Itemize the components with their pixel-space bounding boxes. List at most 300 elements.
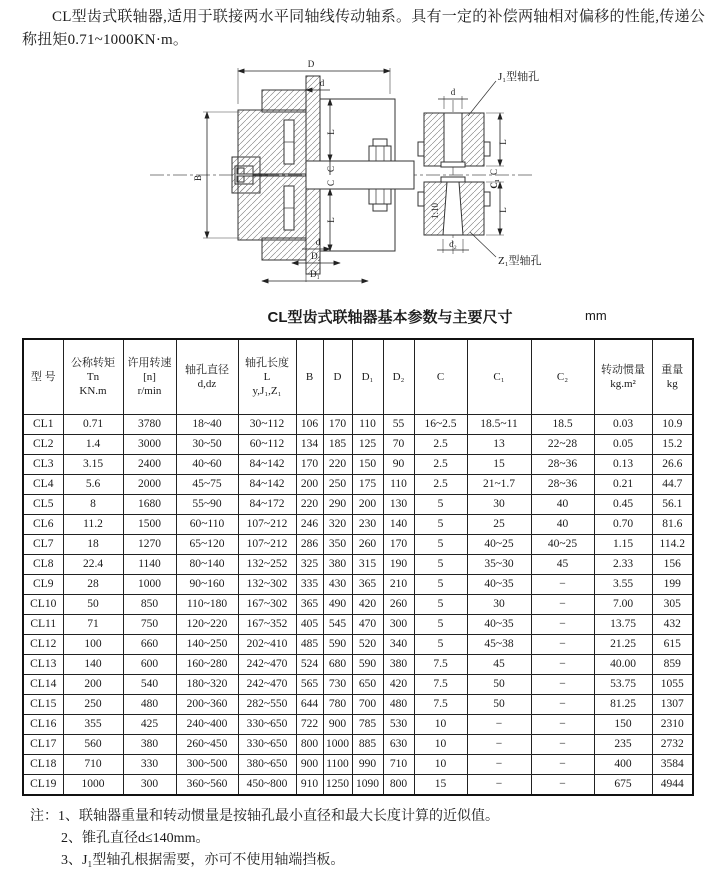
table-cell: 5: [414, 535, 467, 555]
table-cell: 450~800: [238, 775, 296, 796]
column-header: [383, 339, 414, 415]
column-header-line: L: [263, 371, 271, 383]
dim-C-right-label: C: [489, 168, 499, 176]
column-header: [531, 339, 594, 415]
table-cell: 1680: [123, 495, 176, 515]
table-cell: 15.2: [652, 435, 693, 455]
table-cell: 1100: [323, 755, 352, 775]
table-cell: 565: [296, 675, 323, 695]
table-cell: 8: [63, 495, 123, 515]
table-cell: 200: [352, 495, 383, 515]
column-header-line: C₁: [493, 371, 505, 383]
table-cell: 40: [531, 515, 594, 535]
table-cell: 1140: [123, 555, 176, 575]
table-cell: −: [531, 715, 594, 735]
column-header-line: 转动惯量: [601, 364, 645, 376]
table-row: [23, 475, 693, 495]
table-cell: 3.55: [594, 575, 652, 595]
dim-dz-label: d₂: [449, 239, 457, 249]
table-cell: 240~400: [176, 715, 238, 735]
column-header: [594, 339, 652, 415]
table-cell: 30: [467, 495, 531, 515]
table-cell: 246: [296, 515, 323, 535]
dim-L-lower-label: L: [326, 217, 336, 223]
model-cell: CL9: [23, 575, 63, 595]
table-cell: 30~50: [176, 435, 238, 455]
note-line: [30, 806, 725, 828]
model-cell: CL8: [23, 555, 63, 575]
column-header: [23, 339, 63, 415]
dim-L-right-bottom-label: L: [498, 207, 508, 213]
table-row: [23, 575, 693, 595]
table-cell: 110: [352, 415, 383, 435]
table-cell: 5: [414, 595, 467, 615]
table-cell: 425: [123, 715, 176, 735]
table-cell: 18.5: [531, 415, 594, 435]
table-cell: 750: [123, 615, 176, 635]
table-cell: 40: [531, 495, 594, 515]
table-cell: 180~320: [176, 675, 238, 695]
dim-D-label: D: [307, 59, 315, 69]
model-cell: CL19: [23, 775, 63, 796]
table-cell: 335: [296, 575, 323, 595]
table-cell: 0.70: [594, 515, 652, 535]
table-cell: 859: [652, 655, 693, 675]
table-cell: 28: [63, 575, 123, 595]
column-header-line: kg: [666, 378, 678, 390]
table-row: [23, 515, 693, 535]
table-cell: 520: [352, 635, 383, 655]
table-cell: 167~352: [238, 615, 296, 635]
table-cell: 167~302: [238, 595, 296, 615]
table-cell: 2000: [123, 475, 176, 495]
note-line: 2、锥孔直径d≤140mm。: [61, 831, 210, 846]
table-cell: 530: [383, 715, 414, 735]
table-cell: 18.5~11: [467, 415, 531, 435]
table-cell: 5: [414, 495, 467, 515]
table-cell: 5: [414, 515, 467, 535]
table-cell: 30: [467, 595, 531, 615]
table-cell: 290: [323, 495, 352, 515]
table-cell: 300~500: [176, 755, 238, 775]
table-cell: 660: [123, 635, 176, 655]
table-row: [23, 435, 693, 455]
table-cell: 2.33: [594, 555, 652, 575]
table-cell: 53.75: [594, 675, 652, 695]
table-cell: 0.71: [63, 415, 123, 435]
column-header: [352, 339, 383, 415]
table-cell: 365: [352, 575, 383, 595]
table-row: [23, 535, 693, 555]
table-cell: 28~36: [531, 455, 594, 475]
table-cell: 680: [323, 655, 352, 675]
table-cell: 0.21: [594, 475, 652, 495]
table-cell: 5: [414, 615, 467, 635]
table-cell: 200~360: [176, 695, 238, 715]
table-cell: 1270: [123, 535, 176, 555]
table-cell: 45: [467, 655, 531, 675]
table-cell: 4944: [652, 775, 693, 796]
table-row: [23, 715, 693, 735]
table-cell: 21.25: [594, 635, 652, 655]
table-cell: 3.15: [63, 455, 123, 475]
table-cell: 540: [123, 675, 176, 695]
table-cell: 50: [63, 595, 123, 615]
table-cell: 107~212: [238, 515, 296, 535]
table-cell: 40~35: [467, 615, 531, 635]
table-cell: 485: [296, 635, 323, 655]
table-cell: 330: [123, 755, 176, 775]
table-cell: 430: [323, 575, 352, 595]
housing-lower: [238, 176, 306, 240]
table-cell: 910: [296, 775, 323, 796]
model-cell: CL4: [23, 475, 63, 495]
shaft: [306, 161, 414, 189]
table-cell: 1000: [323, 735, 352, 755]
table-cell: 140~250: [176, 635, 238, 655]
dim-d-bottom-label: d: [315, 237, 321, 247]
column-header-line: 许用转速: [127, 357, 172, 369]
table-cell: 156: [652, 555, 693, 575]
document-page: [0, 6, 725, 882]
table-cell: 320: [323, 515, 352, 535]
table-cell: 125: [352, 435, 383, 455]
table-cell: 360~560: [176, 775, 238, 796]
table-cell: 900: [296, 755, 323, 775]
table-cell: 50: [467, 695, 531, 715]
j1-block: [418, 113, 490, 167]
table-cell: 1.15: [594, 535, 652, 555]
model-cell: CL15: [23, 695, 63, 715]
table-cell: 470: [352, 615, 383, 635]
table-cell: 45~38: [467, 635, 531, 655]
table-cell: −: [531, 595, 594, 615]
table-cell: 590: [323, 635, 352, 655]
table-cell: 84~142: [238, 475, 296, 495]
table-cell: 405: [296, 615, 323, 635]
table-cell: 40~35: [467, 575, 531, 595]
table-cell: 0.03: [594, 415, 652, 435]
table-cell: 2310: [652, 715, 693, 735]
table-cell: 305: [652, 595, 693, 615]
table-cell: 242~470: [238, 675, 296, 695]
table-cell: 55: [383, 415, 414, 435]
table-cell: 100: [63, 635, 123, 655]
model-cell: CL12: [23, 635, 63, 655]
table-row: [23, 695, 693, 715]
table-cell: 13: [467, 435, 531, 455]
table-cell: 235: [594, 735, 652, 755]
model-cell: CL18: [23, 755, 63, 775]
column-header-line: D₂: [392, 371, 405, 383]
table-cell: −: [467, 715, 531, 735]
table-cell: 5.6: [63, 475, 123, 495]
table-row: [23, 635, 693, 655]
model-cell: CL16: [23, 715, 63, 735]
column-header: [238, 339, 296, 415]
table-cell: 850: [123, 595, 176, 615]
table-cell: 55~90: [176, 495, 238, 515]
table-cell: 80~140: [176, 555, 238, 575]
table-cell: 132~302: [238, 575, 296, 595]
table-row: [23, 455, 693, 475]
table-cell: 13.75: [594, 615, 652, 635]
table-cell: 260: [352, 535, 383, 555]
intro-paragraph: CL型齿式联轴器,适用于联接两水平同轴线传动轴系。具有一定的补偿两轴相对偏移的性能,传递公称扭矩0.71~1000KN·m。: [22, 9, 705, 48]
table-cell: 107~212: [238, 535, 296, 555]
table-cell: 2400: [123, 455, 176, 475]
table-cell: 1.4: [63, 435, 123, 455]
column-header-line: [n]: [143, 371, 156, 383]
table-cell: −: [467, 735, 531, 755]
j1-hole-label: J₁型轴孔: [498, 71, 540, 83]
table-cell: 28~36: [531, 475, 594, 495]
dim-B-label: B: [193, 174, 203, 182]
table-cell: 84~142: [238, 455, 296, 475]
table-cell: 250: [63, 695, 123, 715]
table-cell: 10: [414, 755, 467, 775]
table-cell: 1090: [352, 775, 383, 796]
column-header-line: C: [436, 371, 445, 383]
table-cell: 56.1: [652, 495, 693, 515]
table-cell: −: [467, 775, 531, 796]
table-cell: 84~172: [238, 495, 296, 515]
dim-L-upper-label: L: [326, 129, 336, 135]
table-cell: 110: [383, 475, 414, 495]
table-cell: 150: [594, 715, 652, 735]
column-header: [176, 339, 238, 415]
table-cell: 524: [296, 655, 323, 675]
table-cell: 675: [594, 775, 652, 796]
table-cell: 199: [652, 575, 693, 595]
note-line: 3、J₁型轴孔根据需要，亦可不使用轴端挡板。: [61, 853, 345, 868]
table-cell: 7.5: [414, 675, 467, 695]
table-cell: 175: [352, 475, 383, 495]
table-cell: 81.6: [652, 515, 693, 535]
table-cell: 71: [63, 615, 123, 635]
column-header: [467, 339, 531, 415]
technical-drawing: [0, 54, 725, 296]
column-header-line: D₁: [361, 371, 374, 383]
z1-block: [418, 177, 490, 235]
table-cell: 1307: [652, 695, 693, 715]
table-row: [23, 595, 693, 615]
notes-section: [30, 806, 725, 872]
sleeve-flange-upper: [306, 76, 320, 162]
column-header-line: Tn: [86, 371, 100, 383]
table-cell: 1250: [323, 775, 352, 796]
dim-d-top-label: d: [319, 78, 325, 88]
table-cell: 170: [383, 535, 414, 555]
table-title: CL型齿式联轴器基本参数与主要尺寸: [267, 309, 513, 326]
table-cell: 560: [63, 735, 123, 755]
table-cell: 260~450: [176, 735, 238, 755]
table-cell: 785: [352, 715, 383, 735]
housing-rim-upper: [262, 90, 306, 112]
table-cell: 150: [352, 455, 383, 475]
table-cell: 650: [352, 675, 383, 695]
table-cell: 220: [296, 495, 323, 515]
model-cell: CL3: [23, 455, 63, 475]
table-cell: 700: [352, 695, 383, 715]
table-cell: 170: [323, 415, 352, 435]
dim-d-right-label: d: [450, 87, 456, 97]
table-cell: 5: [414, 555, 467, 575]
dim-C-lower-label: C: [326, 179, 336, 187]
table-cell: 106: [296, 415, 323, 435]
column-header-line: D: [333, 371, 342, 383]
table-cell: −: [531, 755, 594, 775]
table-cell: 90~160: [176, 575, 238, 595]
unit-label: mm: [585, 308, 607, 323]
column-header-line: 型 号: [30, 371, 56, 383]
table-cell: −: [531, 615, 594, 635]
table-cell: 16~2.5: [414, 415, 467, 435]
table-cell: 35~30: [467, 555, 531, 575]
table-cell: 250: [323, 475, 352, 495]
column-header: [652, 339, 693, 415]
table-cell: 200: [63, 675, 123, 695]
table-cell: 420: [383, 675, 414, 695]
dim-L-right-top-label: L: [498, 139, 508, 145]
header-row: [23, 339, 693, 415]
table-cell: 45~75: [176, 475, 238, 495]
column-header: [123, 339, 176, 415]
table-cell: 65~120: [176, 535, 238, 555]
table-cell: 81.25: [594, 695, 652, 715]
table-cell: 380: [323, 555, 352, 575]
column-header: [296, 339, 323, 415]
column-header-line: 轴孔直径: [185, 364, 229, 376]
table-cell: −: [531, 675, 594, 695]
table-cell: 355: [63, 715, 123, 735]
table-cell: 0.13: [594, 455, 652, 475]
table-cell: −: [467, 755, 531, 775]
table-cell: −: [531, 635, 594, 655]
table-cell: 30~112: [238, 415, 296, 435]
table-row: [23, 775, 693, 796]
table-cell: 220: [323, 455, 352, 475]
model-cell: CL7: [23, 535, 63, 555]
table-cell: 200: [296, 475, 323, 495]
column-header-line: 公称转矩: [71, 357, 115, 369]
table-cell: 615: [652, 635, 693, 655]
table-cell: 3000: [123, 435, 176, 455]
table-cell: 3584: [652, 755, 693, 775]
table-cell: 140: [383, 515, 414, 535]
table-cell: 990: [352, 755, 383, 775]
table-cell: 710: [63, 755, 123, 775]
table-cell: 130: [383, 495, 414, 515]
table-cell: 490: [323, 595, 352, 615]
taper-label: 1:10: [430, 202, 440, 220]
table-cell: 22.4: [63, 555, 123, 575]
column-header-line: KN.m: [79, 385, 107, 397]
table-row: [23, 655, 693, 675]
table-cell: 480: [123, 695, 176, 715]
table-cell: 40~60: [176, 455, 238, 475]
table-cell: 60~110: [176, 515, 238, 535]
table-cell: 40~25: [531, 535, 594, 555]
table-cell: 590: [352, 655, 383, 675]
model-cell: CL11: [23, 615, 63, 635]
table-cell: 0.45: [594, 495, 652, 515]
model-cell: CL1: [23, 415, 63, 435]
table-cell: 432: [652, 615, 693, 635]
column-header: [414, 339, 467, 415]
table-cell: 644: [296, 695, 323, 715]
table-cell: 90: [383, 455, 414, 475]
dim-D2-label: D₂: [311, 251, 321, 261]
table-cell: 330~650: [238, 715, 296, 735]
table-cell: 26.6: [652, 455, 693, 475]
table-cell: 2.5: [414, 455, 467, 475]
table-cell: 40~25: [467, 535, 531, 555]
table-cell: 15: [414, 775, 467, 796]
table-cell: 900: [323, 715, 352, 735]
table-cell: 140: [63, 655, 123, 675]
model-cell: CL6: [23, 515, 63, 535]
table-cell: 5: [414, 635, 467, 655]
table-cell: −: [531, 575, 594, 595]
table-cell: 260: [383, 595, 414, 615]
table-cell: 202~410: [238, 635, 296, 655]
table-cell: 780: [323, 695, 352, 715]
table-cell: 242~470: [238, 655, 296, 675]
table-cell: 286: [296, 535, 323, 555]
table-cell: 380: [383, 655, 414, 675]
column-header: [323, 339, 352, 415]
table-cell: 10: [414, 715, 467, 735]
table-cell: 730: [323, 675, 352, 695]
table-cell: 185: [323, 435, 352, 455]
coupling-section-drawing: [0, 54, 725, 296]
table-cell: 40.00: [594, 655, 652, 675]
note-text: 1、联轴器重量和转动惯量是按轴孔最小直径和最大长度计算的近似值。: [58, 809, 499, 824]
table-cell: 722: [296, 715, 323, 735]
table-cell: 7.5: [414, 695, 467, 715]
table-cell: 380: [123, 735, 176, 755]
table-cell: 2732: [652, 735, 693, 755]
table-cell: 315: [352, 555, 383, 575]
table-cell: 110~180: [176, 595, 238, 615]
table-cell: 350: [323, 535, 352, 555]
model-cell: CL5: [23, 495, 63, 515]
parameters-table: [22, 338, 694, 796]
table-cell: 545: [323, 615, 352, 635]
table-cell: 630: [383, 735, 414, 755]
table-row: [23, 755, 693, 775]
column-header-line: 轴孔长度: [245, 357, 289, 369]
table-cell: 365: [296, 595, 323, 615]
table-cell: 45: [531, 555, 594, 575]
table-cell: 2.5: [414, 435, 467, 455]
table-cell: 800: [296, 735, 323, 755]
table-cell: 330~650: [238, 735, 296, 755]
table-row: [23, 675, 693, 695]
table-cell: 210: [383, 575, 414, 595]
table-cell: 11.2: [63, 515, 123, 535]
table-cell: 400: [594, 755, 652, 775]
column-header: [63, 339, 123, 415]
column-header-line: B: [305, 371, 314, 383]
model-cell: CL2: [23, 435, 63, 455]
table-cell: 340: [383, 635, 414, 655]
table-cell: 420: [352, 595, 383, 615]
table-cell: 230: [352, 515, 383, 535]
dim-C1-right-label: C₁: [489, 179, 499, 189]
table-row: [23, 735, 693, 755]
